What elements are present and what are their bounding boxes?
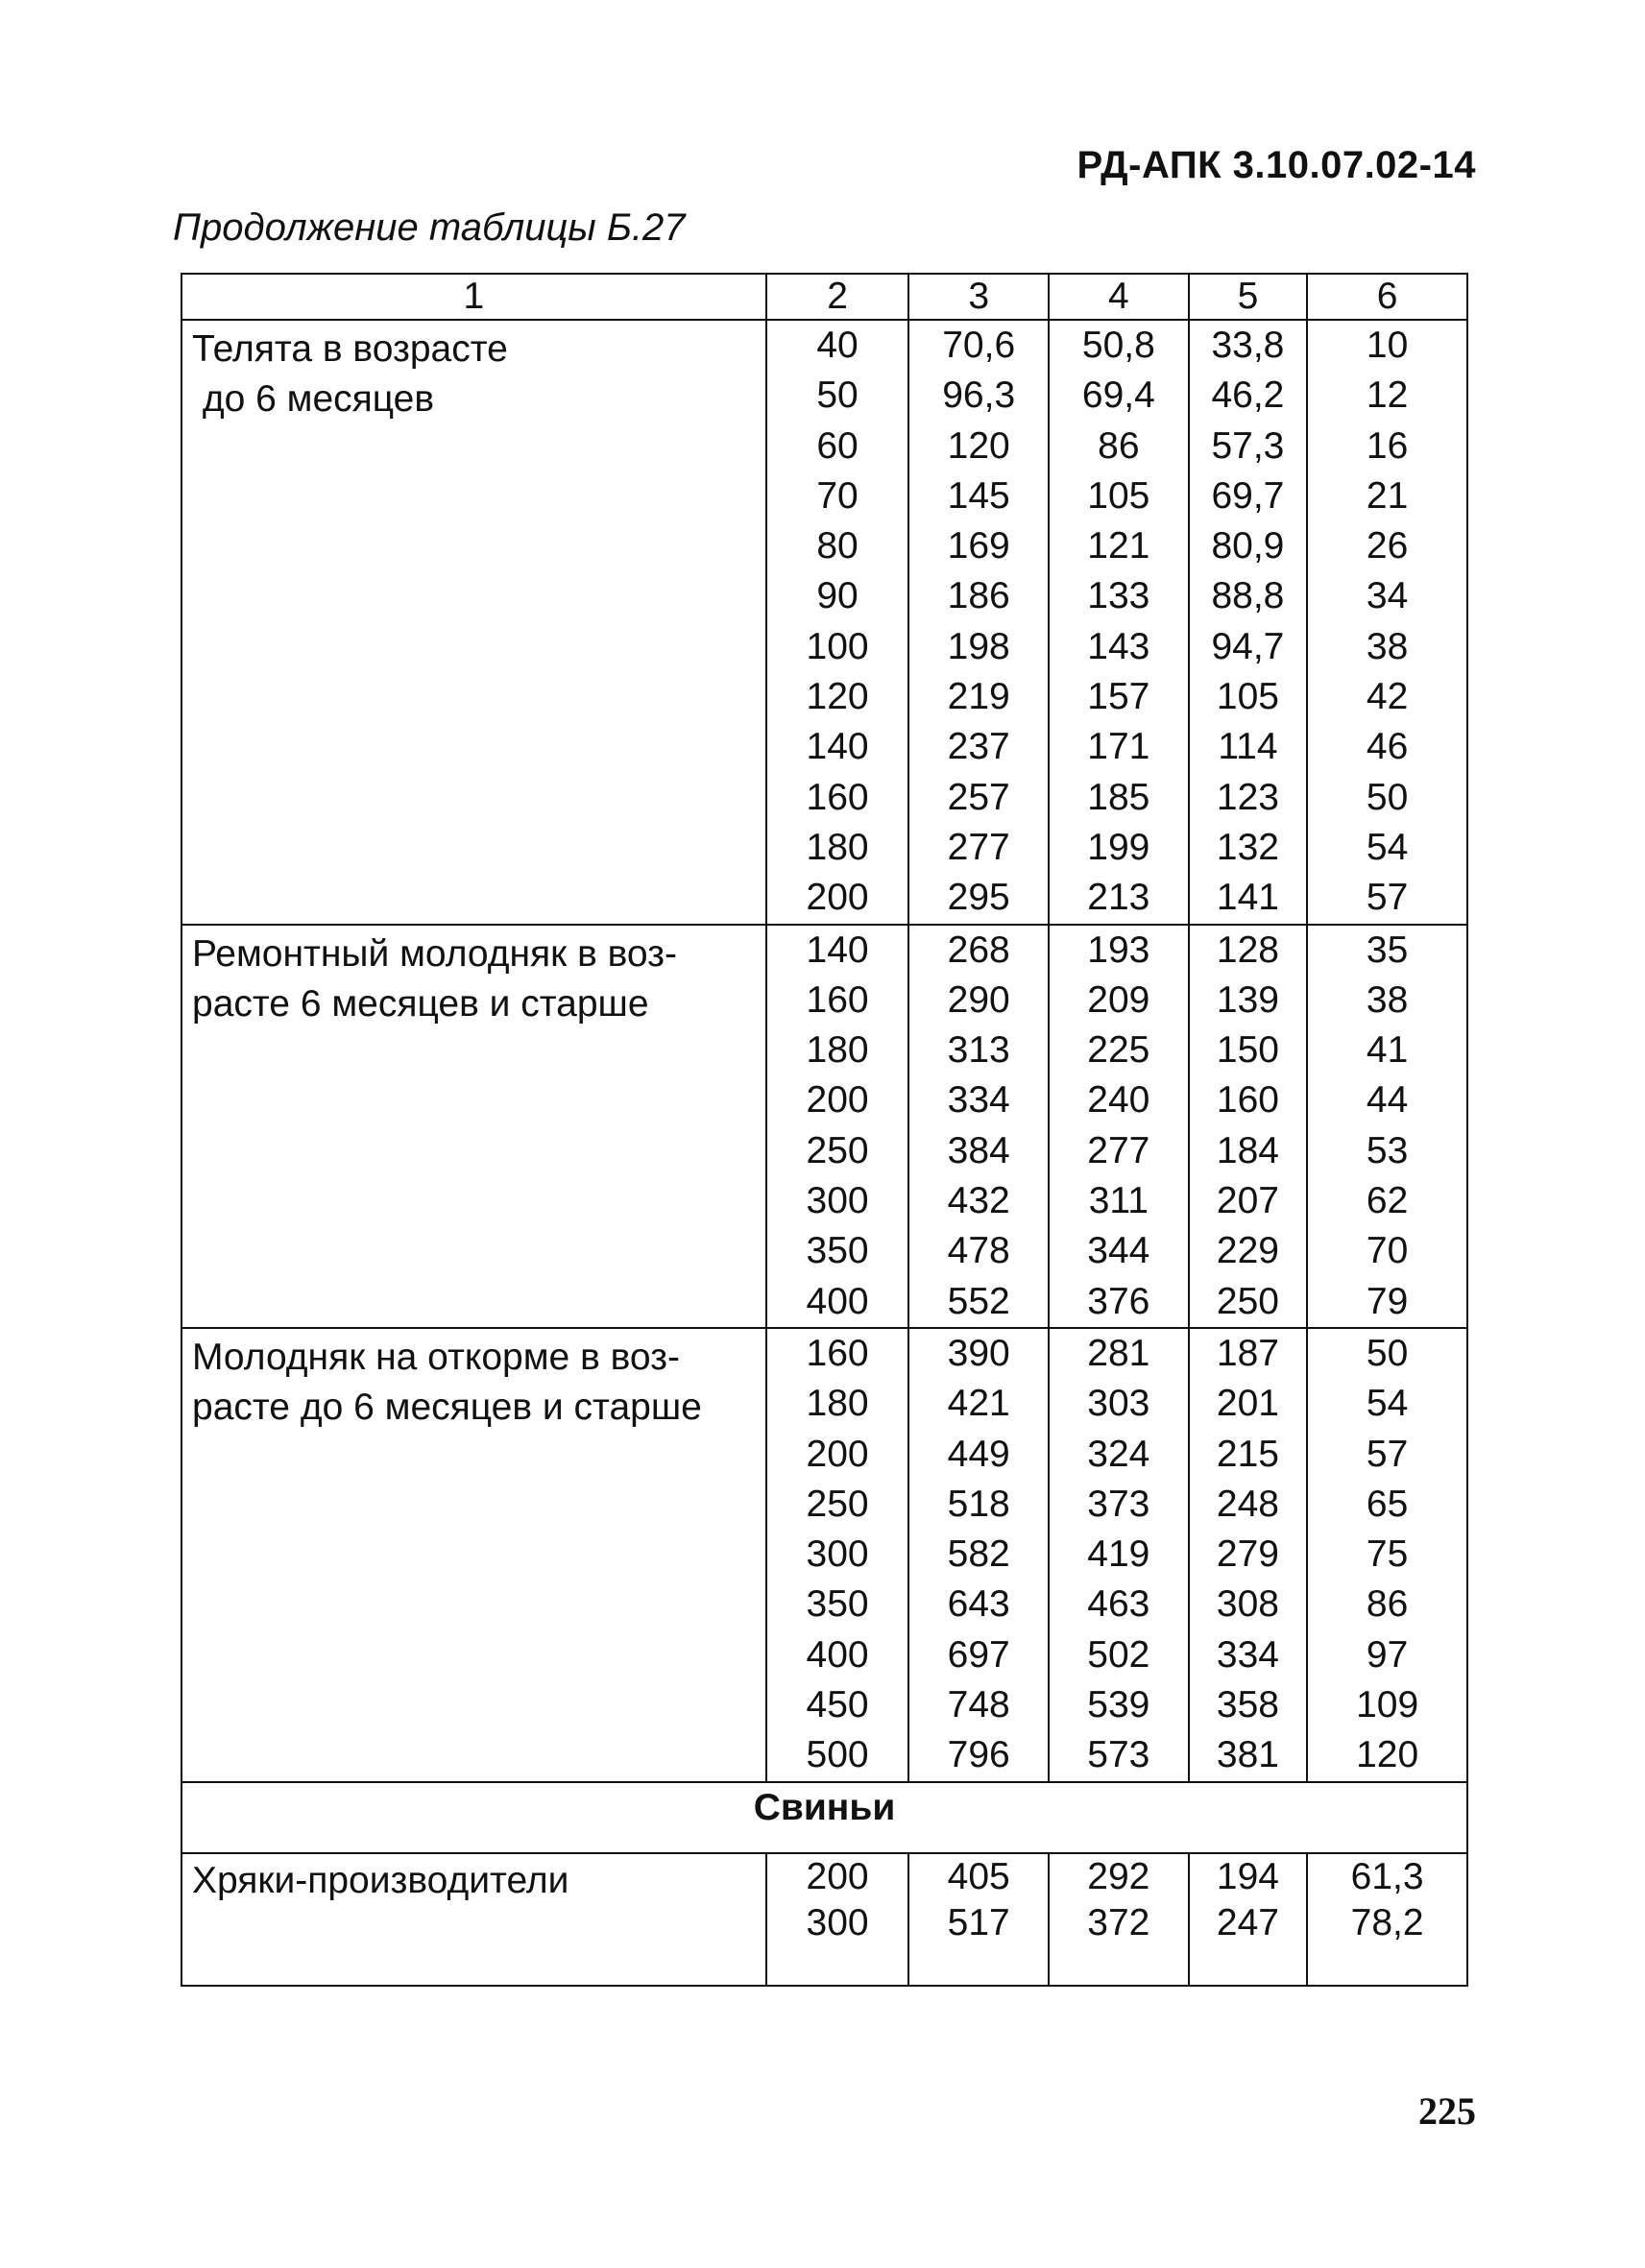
cell-value: 463 — [1087, 1583, 1150, 1626]
cell-value: 350 — [806, 1583, 869, 1626]
cell-value: 500 — [806, 1734, 869, 1776]
cell-value: 160 — [806, 1332, 869, 1374]
section-row — [181, 1782, 1467, 1853]
cell-value: 311 — [1088, 1180, 1149, 1222]
cell-value: 257 — [947, 776, 1010, 818]
cell-value: 180 — [806, 1383, 869, 1425]
cell-value: 277 — [947, 826, 1010, 868]
cell-value: 57 — [1366, 1433, 1409, 1475]
cell-value: 240 — [1087, 1079, 1150, 1122]
group-name-line: расте до 6 месяцев и старше — [192, 1386, 702, 1428]
column-header: 3 — [908, 274, 1049, 320]
cell-value: 201 — [1216, 1383, 1279, 1425]
cell-value: 450 — [806, 1684, 869, 1726]
value-column-col3 — [908, 925, 1049, 1328]
cell-value: 140 — [806, 929, 869, 971]
cell-value: 33,8 — [1211, 325, 1285, 366]
column-header: 2 — [766, 274, 909, 320]
cell-value: 344 — [1087, 1230, 1150, 1272]
cell-value: 80,9 — [1211, 525, 1285, 567]
cell-value: 300 — [806, 1180, 869, 1222]
cell-value: 199 — [1087, 826, 1150, 868]
cell-value: 248 — [1216, 1483, 1279, 1525]
value-column-col2 — [766, 1853, 909, 1986]
cell-value: 185 — [1087, 776, 1150, 818]
group-name-line: Хряки-производители — [192, 1859, 569, 1901]
cell-value: 96,3 — [942, 374, 1016, 417]
value-column-col5 — [1189, 1853, 1308, 1986]
cell-value: 213 — [1087, 877, 1150, 919]
value-column-col5 — [1189, 1328, 1308, 1782]
cell-value: 44 — [1366, 1079, 1409, 1122]
cell-value: 50,8 — [1081, 325, 1155, 366]
group-name-line: расте 6 месяцев и старше — [192, 982, 649, 1025]
cell-value: 86 — [1098, 424, 1140, 467]
group-name-line: Телята в возрасте — [192, 328, 508, 370]
cell-value: 324 — [1087, 1433, 1150, 1475]
cell-value: 250 — [806, 1129, 869, 1171]
section-title: Свиньи — [181, 1782, 1467, 1853]
cell-value: 200 — [806, 877, 869, 919]
cell-value: 157 — [1087, 676, 1150, 718]
value-column-col5 — [1189, 925, 1308, 1328]
cell-value: 171 — [1087, 726, 1150, 768]
value-column-col6 — [1307, 1853, 1467, 1986]
cell-value: 290 — [947, 978, 1010, 1021]
cell-value: 79 — [1366, 1280, 1409, 1322]
column-header: 4 — [1049, 274, 1189, 320]
cell-value: 50 — [816, 374, 859, 417]
cell-value: 57 — [1366, 877, 1409, 919]
cell-value: 105 — [1216, 676, 1279, 718]
cell-value: 187 — [1216, 1332, 1279, 1374]
cell-value: 247 — [1216, 1901, 1279, 1943]
cell-value: 50 — [1366, 776, 1409, 818]
cell-value: 80 — [816, 525, 859, 567]
cell-value: 70,6 — [942, 325, 1016, 366]
cell-value: 215 — [1216, 1433, 1279, 1475]
cell-value: 120 — [947, 424, 1010, 467]
cell-value: 180 — [806, 826, 869, 868]
cell-value: 573 — [1087, 1734, 1150, 1776]
cell-value: 54 — [1366, 826, 1409, 868]
cell-value: 376 — [1087, 1280, 1150, 1322]
cell-value: 34 — [1366, 575, 1409, 617]
cell-value: 277 — [1087, 1129, 1150, 1171]
cell-value: 697 — [947, 1633, 1010, 1676]
cell-value: 268 — [947, 929, 1010, 971]
cell-value: 186 — [947, 575, 1010, 617]
group-name-line: до 6 месяцев — [192, 378, 435, 420]
cell-value: 150 — [1216, 1029, 1279, 1072]
value-column-col4 — [1049, 1853, 1189, 1986]
cell-value: 552 — [947, 1280, 1010, 1322]
column-header: 6 — [1307, 274, 1467, 320]
cell-value: 194 — [1216, 1855, 1279, 1897]
document-code: РД-АПК 3.10.07.02-14 — [1077, 144, 1476, 186]
animal-group-name — [181, 1328, 766, 1782]
cell-value: 643 — [947, 1583, 1010, 1626]
cell-value: 237 — [947, 726, 1010, 768]
cell-value: 97 — [1366, 1633, 1409, 1676]
cell-value: 143 — [1087, 625, 1150, 667]
cell-value: 132 — [1216, 826, 1279, 868]
cell-value: 123 — [1216, 776, 1279, 818]
cell-value: 145 — [947, 474, 1010, 517]
cell-value: 281 — [1087, 1332, 1150, 1374]
cell-value: 42 — [1366, 676, 1409, 718]
value-column-col6 — [1307, 320, 1467, 925]
cell-value: 539 — [1087, 1684, 1150, 1726]
value-column-col2 — [766, 1328, 909, 1782]
cell-value: 128 — [1216, 929, 1279, 971]
group-name-line: Молодняк на откорме в воз- — [192, 1336, 681, 1378]
cell-value: 60 — [816, 424, 859, 467]
group-name-line: Ремонтный молодняк в воз- — [192, 932, 678, 975]
cell-value: 12 — [1366, 374, 1409, 417]
cell-value: 46 — [1366, 726, 1409, 768]
cell-value: 70 — [816, 474, 859, 517]
cell-value: 449 — [947, 1433, 1010, 1475]
column-header: 5 — [1189, 274, 1308, 320]
cell-value: 334 — [1216, 1633, 1279, 1676]
cell-value: 193 — [1087, 929, 1150, 971]
value-column-col6 — [1307, 1328, 1467, 1782]
cell-value: 40 — [816, 325, 859, 366]
cell-value: 748 — [947, 1684, 1010, 1726]
cell-value: 169 — [947, 525, 1010, 567]
value-column-col6 — [1307, 925, 1467, 1328]
value-column-col3 — [908, 320, 1049, 925]
cell-value: 180 — [806, 1029, 869, 1072]
cell-value: 373 — [1087, 1483, 1150, 1525]
cell-value: 139 — [1216, 978, 1279, 1021]
value-column-col4 — [1049, 320, 1189, 925]
cell-value: 65 — [1366, 1483, 1409, 1525]
cell-value: 502 — [1087, 1633, 1150, 1676]
cell-value: 69,4 — [1081, 374, 1155, 417]
cell-value: 419 — [1087, 1533, 1150, 1576]
cell-value: 160 — [806, 776, 869, 818]
cell-value: 209 — [1087, 978, 1150, 1021]
cell-value: 229 — [1216, 1230, 1279, 1272]
cell-value: 160 — [806, 978, 869, 1021]
cell-value: 54 — [1366, 1383, 1409, 1425]
cell-value: 53 — [1366, 1129, 1409, 1171]
value-column-col4 — [1049, 1328, 1189, 1782]
cell-value: 372 — [1087, 1901, 1150, 1943]
cell-value: 16 — [1366, 424, 1409, 467]
cell-value: 796 — [947, 1734, 1010, 1776]
cell-value: 279 — [1216, 1533, 1279, 1576]
cell-value: 358 — [1216, 1684, 1279, 1726]
animal-group-name — [181, 925, 766, 1328]
cell-value: 313 — [947, 1029, 1010, 1072]
cell-value: 160 — [1216, 1079, 1279, 1122]
cell-value: 120 — [1356, 1734, 1419, 1776]
cell-value: 517 — [947, 1901, 1010, 1943]
cell-value: 62 — [1366, 1180, 1409, 1222]
cell-value: 295 — [947, 877, 1010, 919]
cell-value: 478 — [947, 1230, 1010, 1272]
cell-value: 41 — [1366, 1029, 1409, 1072]
cell-value: 384 — [947, 1129, 1010, 1171]
value-column-col3 — [908, 1328, 1049, 1782]
cell-value: 75 — [1366, 1533, 1409, 1576]
table-caption: Продолжение таблицы Б.27 — [173, 206, 686, 249]
cell-value: 86 — [1366, 1583, 1409, 1626]
cell-value: 390 — [947, 1332, 1010, 1374]
cell-value: 69,7 — [1211, 474, 1285, 517]
cell-value: 219 — [947, 676, 1010, 718]
value-column-col2 — [766, 925, 909, 1328]
cell-value: 26 — [1366, 525, 1409, 567]
cell-value: 198 — [947, 625, 1010, 667]
cell-value: 141 — [1216, 877, 1279, 919]
cell-value: 114 — [1218, 726, 1278, 768]
cell-value: 21 — [1366, 474, 1409, 517]
cell-value: 207 — [1216, 1180, 1279, 1222]
cell-value: 400 — [806, 1633, 869, 1676]
cell-value: 303 — [1087, 1383, 1150, 1425]
cell-value: 308 — [1216, 1583, 1279, 1626]
cell-value: 334 — [947, 1079, 1010, 1122]
cell-value: 140 — [806, 726, 869, 768]
cell-value: 46,2 — [1211, 374, 1285, 417]
cell-value: 38 — [1366, 978, 1409, 1021]
cell-value: 35 — [1366, 929, 1409, 971]
cell-value: 250 — [1216, 1280, 1279, 1322]
animal-group-name — [181, 1853, 766, 1986]
column-header: 1 — [181, 274, 766, 320]
cell-value: 184 — [1216, 1129, 1279, 1171]
cell-value: 121 — [1087, 525, 1150, 567]
column-header-row — [181, 274, 1467, 320]
cell-value: 250 — [806, 1483, 869, 1525]
cell-value: 200 — [806, 1855, 869, 1897]
animal-group-name — [181, 320, 766, 925]
data-table — [181, 273, 1468, 1987]
value-column-col5 — [1189, 320, 1308, 925]
cell-value: 50 — [1366, 1332, 1409, 1374]
cell-value: 432 — [947, 1180, 1010, 1222]
table-row — [181, 1328, 1467, 1782]
cell-value: 300 — [806, 1533, 869, 1576]
cell-value: 109 — [1356, 1684, 1419, 1726]
table-row — [181, 320, 1467, 925]
cell-value: 582 — [947, 1533, 1010, 1576]
cell-value: 78,2 — [1350, 1901, 1424, 1943]
table-row — [181, 1853, 1467, 1986]
cell-value: 133 — [1087, 575, 1150, 617]
cell-value: 57,3 — [1211, 424, 1285, 467]
value-column-col2 — [766, 320, 909, 925]
value-column-col4 — [1049, 925, 1189, 1328]
cell-value: 10 — [1366, 325, 1409, 366]
cell-value: 421 — [947, 1383, 1010, 1425]
cell-value: 350 — [806, 1230, 869, 1272]
cell-value: 405 — [947, 1855, 1010, 1897]
cell-value: 100 — [806, 625, 869, 667]
cell-value: 38 — [1366, 625, 1409, 667]
value-column-col3 — [908, 1853, 1049, 1986]
table-row — [181, 925, 1467, 1328]
cell-value: 225 — [1087, 1029, 1150, 1072]
cell-value: 90 — [816, 575, 859, 617]
cell-value: 70 — [1366, 1230, 1409, 1272]
cell-value: 400 — [806, 1280, 869, 1322]
cell-value: 292 — [1087, 1855, 1150, 1897]
cell-value: 200 — [806, 1079, 869, 1122]
cell-value: 105 — [1087, 474, 1150, 517]
cell-value: 61,3 — [1350, 1855, 1424, 1897]
cell-value: 120 — [806, 676, 869, 718]
cell-value: 200 — [806, 1433, 869, 1475]
cell-value: 381 — [1216, 1734, 1279, 1776]
cell-value: 88,8 — [1211, 575, 1285, 617]
cell-value: 300 — [806, 1901, 869, 1943]
cell-value: 94,7 — [1211, 625, 1285, 667]
cell-value: 518 — [947, 1483, 1010, 1525]
page-number: 225 — [1418, 2089, 1476, 2133]
